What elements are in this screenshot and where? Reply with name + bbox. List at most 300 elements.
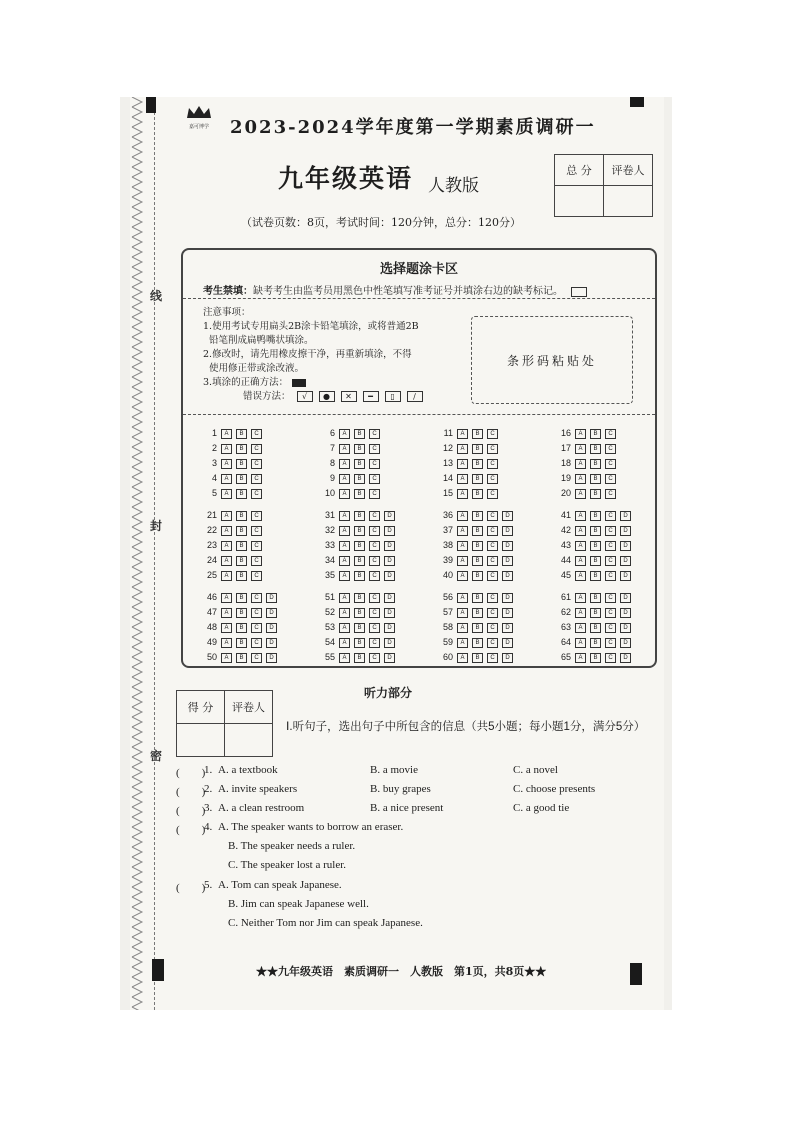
answer-bubble[interactable]: A [575,556,586,566]
answer-bubble[interactable]: C [605,511,616,521]
answer-bubble[interactable]: A [221,474,232,484]
page-footer: ★★九年级英语 素质调研一 人教版 第1页，共8页★★ [256,965,547,978]
answer-bubble[interactable]: A [457,638,468,648]
answer-bubble[interactable]: C [251,526,262,536]
warning-label: 考生禁填： [203,286,253,297]
answer-paren[interactable]: ( ) [176,767,206,779]
wrong-mark: ✕ [341,391,357,402]
answer-bubble[interactable]: C [487,571,498,581]
option-b: B. a movie [370,764,418,776]
answer-bubble[interactable]: A [221,429,232,439]
answer-bubble[interactable]: D [384,571,395,581]
answer-bubble[interactable]: C [251,653,262,663]
answer-bubble[interactable]: C [251,608,262,618]
answer-bubble[interactable]: A [457,556,468,566]
bubble-question [435,525,517,536]
answer-bubble[interactable]: B [236,429,247,439]
answer-bubble[interactable]: A [221,571,232,581]
answer-paren[interactable]: ( ) [176,786,206,798]
exam-photo [120,97,672,1010]
answer-bubble[interactable]: C [605,623,616,633]
answer-bubble[interactable]: C [369,593,380,603]
answer-bubble[interactable]: A [457,541,468,551]
correct-fill-example [292,379,306,387]
answer-bubble[interactable]: C [487,638,498,648]
option-c: C. Neither Tom nor Jim can speak Japanese. [228,917,423,929]
answer-bubble[interactable]: C [369,459,380,469]
answer-bubble[interactable]: B [354,526,365,536]
question-number: 55 [324,652,335,662]
answer-bubble[interactable]: C [251,489,262,499]
question-number: 50 [206,652,217,662]
question-number: 46 [206,592,217,602]
answer-bubble[interactable]: D [384,608,395,618]
answer-bubble[interactable]: D [620,511,631,521]
option-a: A. invite speakers [218,783,298,795]
grader-cell[interactable] [604,186,653,217]
answer-bubble[interactable]: D [266,623,277,633]
answer-bubble[interactable]: D [266,608,277,618]
total-score-cell[interactable] [555,186,604,217]
answer-bubble[interactable]: C [369,511,380,521]
answer-bubble[interactable]: C [605,474,616,484]
answer-bubble[interactable]: C [487,623,498,633]
answer-bubble[interactable]: C [605,444,616,454]
answer-bubble[interactable]: C [369,638,380,648]
notes-title: 注意事项： [203,307,251,318]
answer-bubble[interactable]: A [575,511,586,521]
question-number: 47 [206,607,217,617]
answer-bubble[interactable]: A [575,571,586,581]
registration-mark [630,97,644,107]
bubble-question [199,458,266,469]
answer-bubble[interactable]: D [620,526,631,536]
answer-bubble[interactable]: B [472,541,483,551]
bubble-question [435,607,517,618]
answer-bubble[interactable]: A [339,459,350,469]
answer-bubble[interactable]: C [487,444,498,454]
answer-bubble[interactable]: B [472,653,483,663]
bubble-question [317,555,399,566]
answer-bubble[interactable]: D [384,593,395,603]
answer-bubble[interactable]: D [620,638,631,648]
answer-bubble[interactable]: A [575,526,586,536]
answer-bubble[interactable]: A [339,489,350,499]
answer-bubble[interactable]: A [457,571,468,581]
option-a: A. Tom can speak Japanese. [218,879,342,891]
answer-bubble[interactable]: B [236,593,247,603]
answer-bubble[interactable]: C [605,571,616,581]
answer-bubble[interactable]: C [369,541,380,551]
answer-bubble[interactable]: A [339,429,350,439]
answer-bubble[interactable]: A [457,489,468,499]
answer-bubble[interactable]: B [590,511,601,521]
answer-bubble[interactable]: A [575,593,586,603]
wrong-methods [203,390,433,404]
answer-bubble[interactable]: B [590,571,601,581]
answer-bubble[interactable]: A [575,474,586,484]
answer-bubble[interactable]: B [472,556,483,566]
answer-bubble[interactable]: D [384,526,395,536]
question-number: 8 [329,458,335,468]
answer-bubble[interactable]: D [384,556,395,566]
option-a: A. a textbook [218,764,278,776]
answer-bubble[interactable]: D [502,608,513,618]
answer-bubble[interactable]: B [354,608,365,618]
question-number: 52 [324,607,335,617]
registration-mark [152,959,164,981]
answer-bubble[interactable]: A [575,459,586,469]
answer-bubble[interactable]: B [354,653,365,663]
answer-paren[interactable]: ( ) [176,824,206,836]
answer-bubble[interactable]: B [590,474,601,484]
answer-bubble[interactable]: A [221,623,232,633]
answer-bubble[interactable]: A [221,444,232,454]
answer-bubble[interactable]: B [590,489,601,499]
answer-bubble[interactable]: C [605,556,616,566]
answer-bubble[interactable]: B [354,489,365,499]
answer-bubble[interactable]: A [339,556,350,566]
answer-bubble[interactable]: C [369,556,380,566]
answer-bubble[interactable]: C [487,608,498,618]
answer-card [181,248,657,668]
answer-bubble[interactable]: B [236,556,247,566]
answer-bubble[interactable]: B [472,593,483,603]
answer-bubble[interactable]: B [590,429,601,439]
answer-bubble[interactable]: D [502,526,513,536]
answer-bubble[interactable]: B [236,489,247,499]
answer-bubble[interactable]: A [339,653,350,663]
answer-bubble[interactable]: C [369,608,380,618]
answer-bubble[interactable]: A [221,593,232,603]
answer-bubble[interactable]: C [487,653,498,663]
answer-bubble[interactable]: A [339,593,350,603]
answer-bubble[interactable]: C [605,429,616,439]
bubble-question [317,652,399,663]
answer-bubble[interactable]: A [457,623,468,633]
answer-bubble[interactable]: C [605,526,616,536]
answer-bubble[interactable]: A [457,511,468,521]
answer-bubble[interactable]: D [266,593,277,603]
answer-bubble[interactable]: B [472,489,483,499]
answer-bubble[interactable]: D [384,653,395,663]
question-number: 60 [442,652,453,662]
logo-text: 嘉可博学 [188,124,209,130]
answer-bubble[interactable]: B [236,571,247,581]
exam-edition: 人教版 [428,176,479,196]
answer-bubble[interactable]: A [221,556,232,566]
note-line: 使用修正带或涂改液。 [203,363,305,374]
note-line: 铅笔削成扁鸭嘴状填涂。 [203,335,314,346]
grader-label: 评卷人 [604,155,653,186]
answer-bubble[interactable]: D [384,541,395,551]
answer-bubble[interactable]: B [590,608,601,618]
answer-bubble[interactable]: B [236,623,247,633]
answer-bubble[interactable]: A [339,474,350,484]
answer-bubble[interactable]: C [251,511,262,521]
bubble-question [553,637,635,648]
answer-bubble[interactable]: A [221,526,232,536]
answer-bubble[interactable]: A [221,653,232,663]
answer-bubble[interactable]: A [457,429,468,439]
answer-bubble[interactable]: B [590,623,601,633]
question-number: 64 [560,637,571,647]
answer-bubble[interactable]: C [369,571,380,581]
answer-bubble[interactable]: B [590,444,601,454]
answer-bubble[interactable]: B [354,571,365,581]
bubble-question [317,510,399,521]
bubble-question [553,607,635,618]
answer-bubble[interactable]: C [369,474,380,484]
answer-bubble[interactable]: C [605,638,616,648]
answer-bubble[interactable]: C [251,623,262,633]
answer-bubble[interactable]: A [457,474,468,484]
answer-bubble[interactable]: B [472,638,483,648]
answer-bubble[interactable]: B [354,444,365,454]
divider [183,298,655,299]
answer-bubble[interactable]: C [369,429,380,439]
answer-bubble[interactable]: A [339,541,350,551]
answer-bubble[interactable]: C [251,556,262,566]
answer-bubble[interactable]: A [457,526,468,536]
answer-bubble[interactable]: B [472,459,483,469]
answer-bubble[interactable]: A [339,444,350,454]
answer-bubble[interactable]: C [369,489,380,499]
answer-bubble[interactable]: C [605,489,616,499]
answer-bubble[interactable]: C [369,623,380,633]
bubble-question [553,488,620,499]
answer-bubble[interactable]: C [487,593,498,603]
answer-bubble[interactable]: A [339,608,350,618]
bubble-question [553,570,635,581]
answer-bubble[interactable]: D [502,638,513,648]
answer-bubble[interactable]: B [236,638,247,648]
answer-bubble[interactable]: B [236,653,247,663]
answer-bubble[interactable]: B [590,638,601,648]
question-number: 3 [211,458,217,468]
answer-bubble[interactable]: B [590,653,601,663]
answer-bubble[interactable]: D [502,623,513,633]
answer-bubble[interactable]: A [339,511,350,521]
answer-bubble[interactable]: A [457,593,468,603]
answer-bubble[interactable]: C [605,459,616,469]
answer-bubble[interactable]: B [472,511,483,521]
answer-bubble[interactable]: A [457,444,468,454]
answer-bubble[interactable]: B [472,608,483,618]
wrong-label: 错误方法： [243,391,291,402]
answer-paren[interactable]: ( ) [176,805,206,817]
publisher-logo [182,105,216,130]
answer-bubble[interactable]: A [221,638,232,648]
answer-bubble[interactable]: D [620,623,631,633]
answer-bubble[interactable]: A [221,511,232,521]
bubble-question [435,458,502,469]
answer-bubble[interactable]: A [575,623,586,633]
answer-bubble[interactable]: B [472,429,483,439]
answer-bubble[interactable]: D [620,541,631,551]
answer-bubble[interactable]: A [457,459,468,469]
answer-bubble[interactable]: B [354,556,365,566]
answer-bubble[interactable]: B [354,541,365,551]
bubble-question [553,525,635,536]
answer-bubble[interactable]: D [620,653,631,663]
answer-bubble[interactable]: D [620,556,631,566]
answer-bubble[interactable]: C [487,474,498,484]
answer-bubble[interactable]: B [236,474,247,484]
item-number: 4. [204,821,213,833]
answer-bubble[interactable]: D [620,608,631,618]
answer-bubble[interactable]: C [487,489,498,499]
exam-title: 2023-2024学年度第一学期素质调研一 [230,117,596,138]
answer-bubble[interactable]: D [266,638,277,648]
answer-bubble[interactable]: A [221,489,232,499]
answer-bubble[interactable]: D [502,511,513,521]
answer-bubble[interactable]: C [487,526,498,536]
bubble-question [199,570,266,581]
answer-bubble[interactable]: A [575,444,586,454]
answer-bubble[interactable]: A [575,489,586,499]
bubble-question [317,458,384,469]
answer-bubble[interactable]: D [502,556,513,566]
total-score-table [554,154,653,217]
question-number: 19 [560,473,571,483]
answer-bubble[interactable]: B [354,511,365,521]
question-number: 44 [560,555,571,565]
question-number: 21 [206,510,217,520]
answer-bubble[interactable]: B [472,526,483,536]
barcode-area: 条形码粘贴处 [471,316,633,404]
answer-bubble[interactable]: C [605,593,616,603]
bubble-question [435,443,502,454]
answer-bubble[interactable]: C [251,474,262,484]
answer-bubble[interactable]: D [620,593,631,603]
answer-bubble[interactable]: B [236,608,247,618]
answer-bubble[interactable]: C [487,511,498,521]
answer-bubble[interactable]: D [384,638,395,648]
answer-bubble[interactable]: C [605,608,616,618]
answer-bubble[interactable]: B [354,459,365,469]
answer-bubble[interactable]: B [472,571,483,581]
section-score-label: 得 分 [177,691,225,724]
option-b: B. Jim can speak Japanese well. [228,898,369,910]
answer-bubble[interactable]: A [221,608,232,618]
answer-bubble[interactable]: B [236,511,247,521]
answer-bubble[interactable]: A [457,653,468,663]
answer-bubble[interactable]: C [369,444,380,454]
question-number: 7 [329,443,335,453]
answer-bubble[interactable]: A [339,623,350,633]
bubble-question [199,443,266,454]
bubble-question [199,555,266,566]
answer-bubble[interactable]: B [236,541,247,551]
answer-bubble[interactable]: D [384,511,395,521]
answer-bubble[interactable]: B [354,638,365,648]
answer-bubble[interactable]: A [457,608,468,618]
section-score-cell[interactable] [177,724,225,757]
answer-bubble[interactable]: A [575,638,586,648]
bubble-question [317,473,384,484]
answer-bubble[interactable]: B [590,541,601,551]
answer-bubble[interactable]: A [575,653,586,663]
bubble-question [199,488,266,499]
option-c: C. The speaker lost a ruler. [228,859,347,871]
answer-bubble[interactable]: C [251,593,262,603]
answer-bubble[interactable]: C [251,444,262,454]
answer-bubble[interactable]: B [472,444,483,454]
answer-bubble[interactable]: C [251,459,262,469]
answer-bubble[interactable]: B [236,526,247,536]
registration-mark [630,963,642,985]
answer-bubble[interactable]: A [339,638,350,648]
answer-bubble[interactable]: B [590,593,601,603]
answer-bubble[interactable]: D [502,541,513,551]
answer-bubble[interactable]: B [354,429,365,439]
answer-bubble[interactable]: A [339,571,350,581]
answer-bubble[interactable]: C [487,459,498,469]
answer-bubble[interactable]: B [236,459,247,469]
answer-bubble[interactable]: D [620,571,631,581]
answer-bubble[interactable]: D [502,593,513,603]
answer-bubble[interactable]: C [251,571,262,581]
question-number: 45 [560,570,571,580]
answer-bubble[interactable]: A [339,526,350,536]
answer-bubble[interactable]: B [590,459,601,469]
answer-bubble[interactable]: C [487,429,498,439]
binding-seal-char: 封 [150,519,163,533]
answer-bubble[interactable]: B [472,474,483,484]
answer-bubble[interactable]: C [251,638,262,648]
answer-bubble[interactable]: A [575,608,586,618]
answer-bubble[interactable]: A [221,541,232,551]
answer-bubble[interactable]: C [605,653,616,663]
answer-bubble[interactable]: A [221,459,232,469]
bubble-question [199,428,266,439]
answer-bubble[interactable]: C [605,541,616,551]
answer-bubble[interactable]: D [266,653,277,663]
answer-bubble[interactable]: D [384,623,395,633]
answer-bubble[interactable]: D [502,571,513,581]
section-grader-label: 评卷人 [225,691,273,724]
answer-bubble[interactable]: C [369,526,380,536]
answer-bubble[interactable]: C [369,653,380,663]
answer-bubble[interactable]: C [251,429,262,439]
question-number: 35 [324,570,335,580]
answer-bubble[interactable]: B [236,444,247,454]
answer-bubble[interactable]: B [354,593,365,603]
answer-bubble[interactable]: D [502,653,513,663]
answer-bubble[interactable]: A [575,429,586,439]
answer-paren[interactable]: ( ) [176,882,206,894]
answer-bubble[interactable]: B [590,526,601,536]
answer-bubble[interactable]: B [354,474,365,484]
answer-bubble[interactable]: B [472,623,483,633]
question-number: 16 [560,428,571,438]
absence-mark-box[interactable] [571,287,587,297]
answer-bubble[interactable]: B [354,623,365,633]
answer-bubble[interactable]: A [575,541,586,551]
wrong-mark: √ [297,391,313,402]
answer-bubble[interactable]: B [590,556,601,566]
answer-bubble[interactable]: C [251,541,262,551]
binding-line-char: 线 [150,289,163,303]
bubble-question [317,622,399,633]
option-b: B. a nice present [370,802,444,814]
answer-bubble[interactable]: C [487,541,498,551]
question-number: 18 [560,458,571,468]
answer-bubble[interactable]: C [487,556,498,566]
absence-warning [203,282,587,297]
section-grader-cell[interactable] [225,724,273,757]
